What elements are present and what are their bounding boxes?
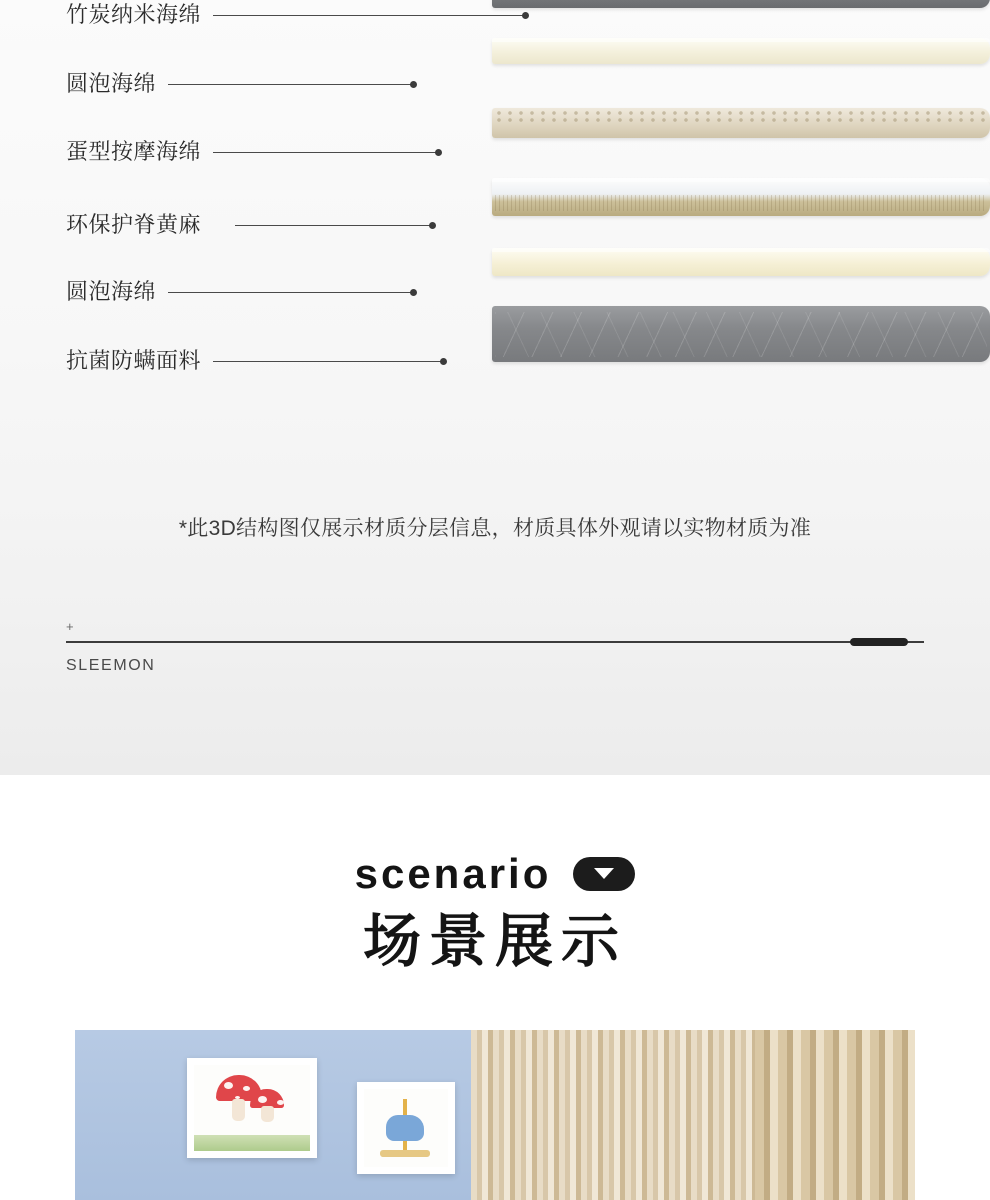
structure-disclaimer: *此3D结构图仅展示材质分层信息，材质具体外观请以实物材质为准 bbox=[178, 517, 812, 540]
grass-strip bbox=[194, 1135, 310, 1151]
quilted-fabric-texture bbox=[495, 312, 987, 357]
frame-artwork bbox=[364, 1089, 448, 1167]
leader-dot bbox=[435, 149, 442, 156]
leader-dot bbox=[410, 289, 417, 296]
leader-line bbox=[168, 84, 413, 85]
layer-callout-5 bbox=[66, 281, 413, 303]
scenario-heading bbox=[0, 850, 990, 976]
frame-artwork bbox=[194, 1065, 310, 1151]
layer-highlight bbox=[492, 178, 990, 182]
leader-line bbox=[213, 152, 438, 153]
scrollbar-track[interactable] bbox=[66, 641, 924, 643]
brand-logo-text: SLEEMON bbox=[66, 657, 156, 674]
leader-dot bbox=[429, 222, 436, 229]
layer-highlight bbox=[492, 38, 990, 42]
jute-fiber-texture bbox=[495, 195, 987, 211]
photo-frame-carousel bbox=[357, 1082, 455, 1174]
plus-icon: + bbox=[66, 619, 74, 634]
mattress-layer-6 bbox=[492, 306, 990, 362]
mattress-layer-2 bbox=[492, 38, 990, 64]
leader-line bbox=[235, 225, 432, 226]
layer-label-text: 环保护脊黄麻 bbox=[66, 212, 202, 237]
scenario-section bbox=[0, 775, 990, 1200]
leader-line bbox=[213, 361, 443, 362]
gallery-scrollbar[interactable] bbox=[66, 620, 924, 675]
layer-label-text: 抗菌防螨面料 bbox=[66, 348, 202, 373]
scenario-title-en: scenario bbox=[354, 850, 552, 897]
scenario-heading-row bbox=[0, 850, 990, 897]
carousel-horse-icon bbox=[386, 1115, 424, 1141]
mattress-layer-3 bbox=[492, 108, 990, 138]
chevron-down-icon bbox=[573, 857, 635, 891]
scenario-title-cn: 场景展示 bbox=[362, 909, 627, 974]
layer-callout-4 bbox=[66, 214, 432, 236]
mushroom-stem-icon bbox=[261, 1106, 274, 1122]
photo-curtain-fold bbox=[755, 1030, 915, 1200]
mushroom-stem-icon bbox=[232, 1099, 245, 1121]
leader-line bbox=[213, 15, 525, 16]
layer-callout-6 bbox=[66, 350, 443, 372]
layer-label-text: 竹炭纳米海绵 bbox=[66, 2, 202, 27]
scrollbar-thumb[interactable] bbox=[850, 638, 908, 646]
mattress-layer-5 bbox=[492, 248, 990, 276]
mattress-layer-1 bbox=[492, 0, 990, 8]
leader-line bbox=[168, 292, 413, 293]
carousel-base-icon bbox=[380, 1150, 430, 1157]
mattress-layer-stack bbox=[492, 0, 990, 402]
leader-dot bbox=[440, 358, 447, 365]
layer-label-text: 圆泡海绵 bbox=[66, 279, 157, 304]
layer-label-list bbox=[0, 0, 520, 400]
layer-callout-2 bbox=[66, 73, 413, 95]
mattress-layer-4 bbox=[492, 178, 990, 216]
scenario-photo bbox=[75, 1030, 915, 1200]
layer-label-text: 蛋型按摩海绵 bbox=[66, 139, 202, 164]
layer-callout-3 bbox=[66, 141, 438, 163]
layer-highlight bbox=[492, 248, 990, 252]
layer-label-text: 圆泡海绵 bbox=[66, 71, 157, 96]
leader-dot bbox=[410, 81, 417, 88]
egg-crate-texture bbox=[496, 110, 986, 123]
layer-callout-1 bbox=[66, 4, 525, 26]
photo-frame-mushroom bbox=[187, 1058, 317, 1158]
